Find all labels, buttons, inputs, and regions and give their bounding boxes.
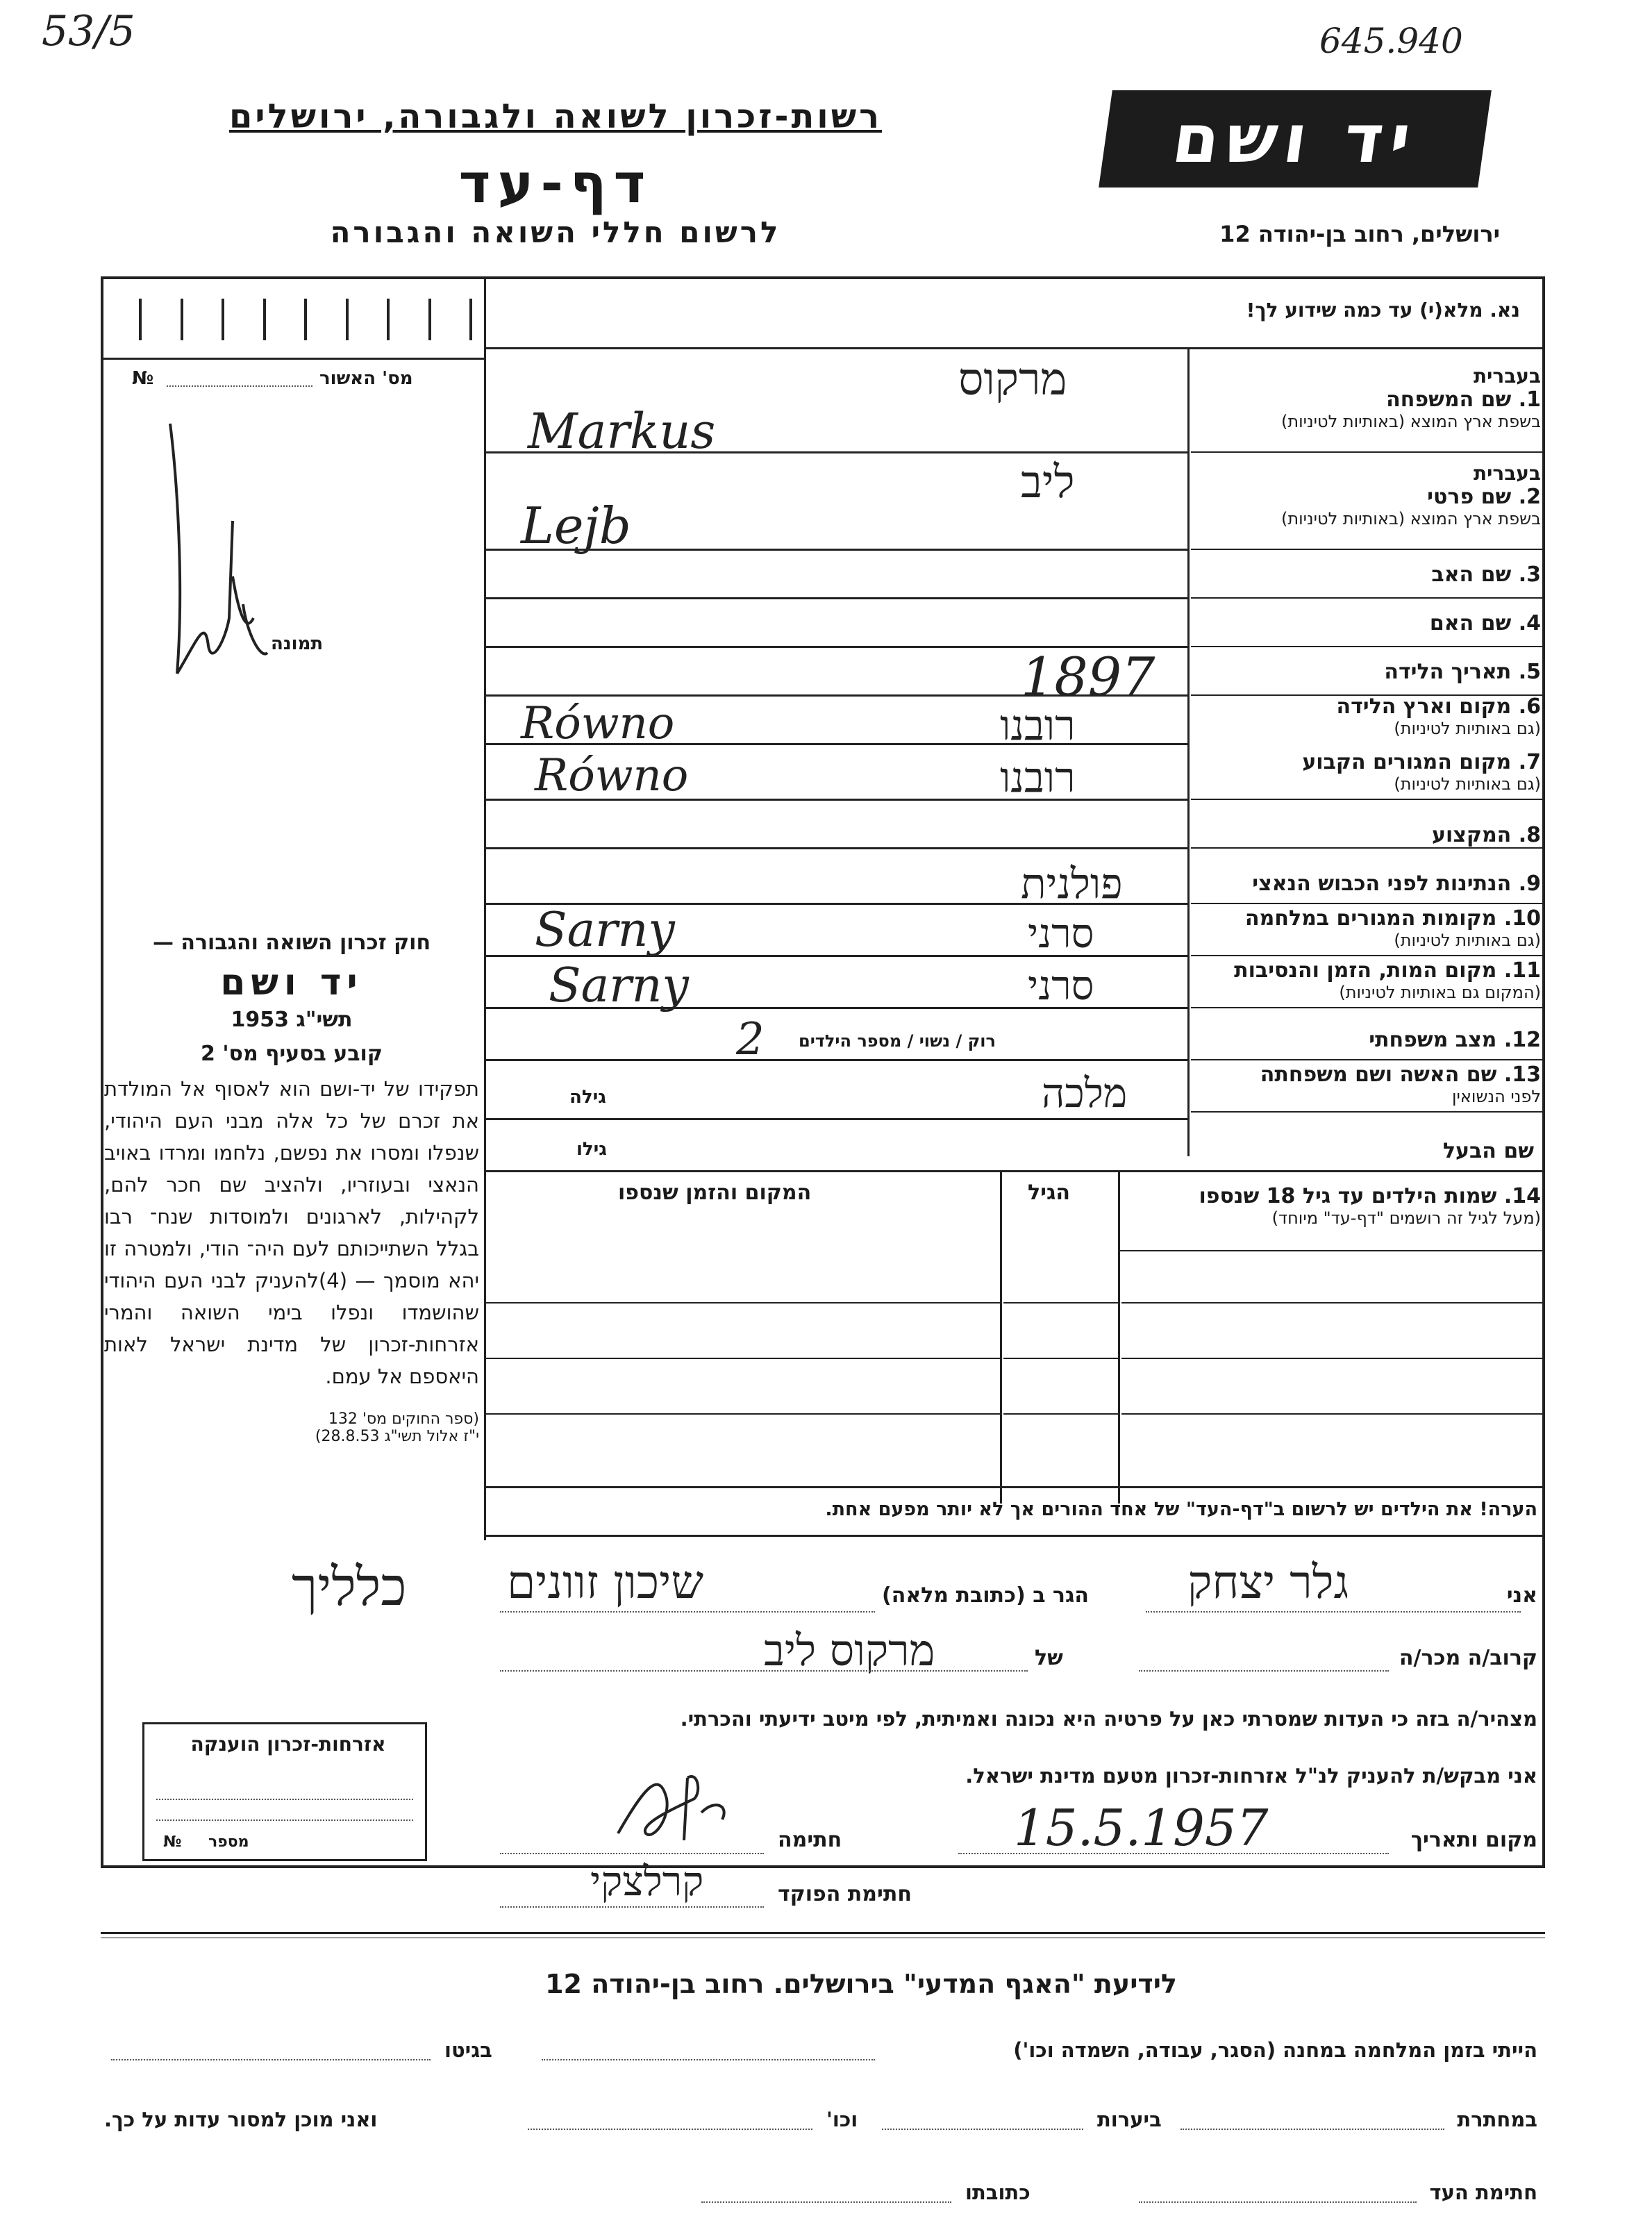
column-divider: [484, 276, 486, 1540]
field-6-label: מקום וארץ הלידה: [1336, 694, 1512, 719]
field-1-value-he: מרקוס: [958, 354, 1067, 406]
decl-text: מצהיר/ה בזה כי העדות שמסרתי כאן על פרטיה היא נכונה ואמיתית, לפי מיטב ידיעתי והכרתי.: [680, 1707, 1537, 1731]
field-8-num: 8.: [1518, 823, 1541, 847]
field-5-num: 5.: [1518, 660, 1541, 684]
field-6: [1337, 694, 1541, 738]
field-12-num: 12.: [1503, 1028, 1541, 1052]
children-num: 14.: [1503, 1184, 1541, 1208]
field-3-num: 3.: [1518, 563, 1541, 587]
bottom-line2-a: במחתרת: [1457, 2108, 1537, 2131]
law-year: תשי"ג 1953: [231, 1008, 353, 1032]
logo-text: יד ושם: [1167, 100, 1423, 178]
field-8: [1432, 823, 1541, 847]
field-7-sub: (גם באותיות לטיניות): [1394, 774, 1541, 794]
field-12: [1369, 1028, 1541, 1052]
field-6-sub: (גם באותיות לטיניות): [1394, 719, 1541, 738]
field-7-value-he: רובנו: [1000, 753, 1076, 802]
tick-strip: [139, 299, 472, 340]
field-2-value-he: ליב: [1021, 457, 1075, 508]
field-6-num: 6.: [1518, 694, 1541, 719]
law-title: חוק זכרון השואה והגבורה —: [152, 931, 431, 955]
field-2-tag: בעברית: [1473, 462, 1541, 485]
citizenship-title: אזרחות-זכרון הוענקה: [190, 1733, 386, 1756]
decl-request: אני מבקש/ת להעניק לנ"ל אזרחות-זכרון מטעם מדינת ישראל.: [965, 1764, 1537, 1788]
field-7-label: מקום המגורים הקבוע: [1302, 750, 1512, 774]
bottom-line1-b: בגיטו: [444, 2038, 492, 2062]
decl-signature-label: חתימה: [778, 1828, 842, 1852]
law-panel: [104, 931, 479, 1445]
field-5-value: 1897: [1021, 646, 1155, 708]
address: ירושלים, רחוב בן-יהודה 12: [1219, 221, 1500, 247]
children-label: שמות הילדים עד גיל 18 שנספו: [1199, 1184, 1497, 1208]
bottom-line2-c: וכו': [826, 2108, 858, 2131]
decl-address-label: הגר ב (כתובת מלאה): [882, 1583, 1090, 1608]
field-2-label: שם פרטי: [1427, 485, 1512, 509]
field-13-value: מלכה: [1042, 1069, 1128, 1117]
husband-age-label: גילו: [576, 1139, 607, 1160]
field-2-sub: בשפת ארץ המוצא (באותיות לטיניות): [1281, 509, 1541, 528]
permit-line: [167, 385, 312, 387]
photo-label: תמונה: [271, 633, 324, 654]
field-2-num: 2.: [1518, 485, 1541, 509]
field-6-value-latin: Równo: [521, 698, 675, 749]
field-13-num: 13.: [1503, 1063, 1541, 1087]
decl-i-label: אני: [1506, 1583, 1537, 1608]
children-col-place: המקום והזמן שנספו: [618, 1181, 812, 1205]
field-11: [1234, 958, 1541, 1002]
children-sub: (מעל לגיל זה רושמים "דף-עד" מיוחד): [1271, 1208, 1541, 1228]
field-9: [1252, 872, 1541, 896]
corner-number-right: 645.940: [1319, 21, 1463, 61]
children-col-age: הגיל: [1028, 1181, 1070, 1205]
field-12-options: רוק / נשוי / מספר הילדים: [799, 1031, 996, 1051]
instruction: נא. מלא(י) עד כמה שידוע לך!: [1246, 299, 1520, 322]
form-title: דף-עד: [458, 153, 653, 215]
field-1-sub: בשפת ארץ המוצא (באותיות לטיניות): [1281, 412, 1541, 431]
photo-signature: [156, 410, 274, 729]
decl-officer-value: קרלצקי: [590, 1858, 704, 1905]
field-1-label: שם המשפחה: [1386, 388, 1512, 412]
field-11-value-latin: Sarny: [549, 958, 689, 1013]
field-11-num: 11.: [1503, 958, 1541, 983]
form-subtitle: לרשום חללי השואה והגבורה: [330, 215, 781, 249]
field-9-value: פולנית: [1021, 860, 1123, 908]
husband-label: שם הבעל: [1442, 1139, 1534, 1163]
field-1-num: 1.: [1518, 388, 1541, 412]
field-4-label: שם האם: [1429, 611, 1512, 635]
field-10-label: מקומות המגורים במלחמה: [1245, 906, 1497, 931]
field-9-num: 9.: [1518, 872, 1541, 896]
field-7: [1302, 750, 1541, 794]
citizenship-number-label: מספר: [208, 1833, 249, 1851]
children-header: [1199, 1184, 1541, 1228]
field-2-value-latin: Lejb: [521, 497, 631, 555]
children-note: הערה! את הילדים יש לרשום ב"דף-העד" של אחד ההורים אך לא יותר מפעם אחת.: [825, 1499, 1537, 1520]
bottom-title: לידיעת "האגף המדעי" בירושלים. רחוב בן-יהודה 12: [545, 1969, 1177, 1999]
field-4-num: 4.: [1518, 611, 1541, 635]
decl-officer-label: חתימת הפוקד: [778, 1882, 912, 1906]
law-ref-2: י"ז אלול תשי"ג 28.8.53): [315, 1428, 479, 1445]
bottom-line1-a: הייתי בזמן המלחמה במחנה (הסגר, עבודה, השמדה וכו'): [1013, 2038, 1537, 2062]
field-5: [1384, 660, 1541, 684]
authority-title: רשות-זכרון לשואה ולגבורה, ירושלים: [228, 97, 883, 136]
declarant-signature: [604, 1757, 743, 1854]
field-1-value-latin: Markus: [528, 403, 716, 460]
field-1: [1221, 365, 1541, 431]
field-9-label: הנתינות לפני הכבוש הנאצי: [1252, 872, 1512, 896]
field-10-value-latin: Sarny: [535, 903, 675, 958]
law-ref-1: (ספר החוקים מס' 132: [328, 1410, 479, 1428]
field-3: [1431, 563, 1541, 587]
field-10-value-he: סרני: [1028, 910, 1094, 957]
citizenship-no-sign: №: [163, 1833, 182, 1851]
law-body: תפקידו של יד-ושם הוא לאסוף אל המולדת את זכרם של כל אלה מבני העם היהודי, שנפלו ומסרו את נפשם, נלחמו ומרדו באויב הנאצי ובעוזריו, ולהציב שם חכר להם, לקהילות, לארגונים ולמוסדות שנח־ רבו בגלל השתייכותם לעם היה־ הודי, ולמטרה זו יהא מוסמך — (4)להעניק לבני העם היהודי שהושמדו ונפלו בימי השואה והמרי אזרחות-זכרון של מדינת ישראל לאות היאספם אל עמם.: [104, 1077, 479, 1388]
bottom-line3-b: כתובתו: [965, 2181, 1031, 2204]
field-13-sub: לפני הנשואין: [1451, 1087, 1541, 1106]
field-11-label: מקום המות, הזמן והנסיבות: [1234, 958, 1497, 983]
field-10: [1245, 906, 1541, 950]
bottom-line2-b: ביערות: [1097, 2108, 1162, 2131]
law-clause: קובע בסעיף מס' 2: [201, 1042, 383, 1066]
field-13-maiden-label: גילה: [569, 1087, 606, 1108]
field-11-sub: (המקום גם באותיות לטיניות): [1339, 983, 1541, 1002]
field-6-value-he: רובנו: [1000, 701, 1076, 750]
permit-no: №: [132, 368, 154, 389]
margin-note: כלליך: [292, 1556, 407, 1617]
label-divider: [1187, 347, 1190, 1156]
field-13-label: שם האשה ושם משפחתה: [1260, 1063, 1497, 1087]
decl-place-date-label: מקום ותאריך: [1410, 1828, 1537, 1852]
decl-name-value: גלר יצחק: [1187, 1556, 1349, 1609]
field-7-num: 7.: [1518, 750, 1541, 774]
field-3-label: שם האב: [1431, 563, 1512, 587]
field-8-label: המקצוע: [1431, 823, 1512, 847]
decl-of-value: מרקוס ליב: [764, 1625, 935, 1676]
field-7-value-latin: Równo: [535, 750, 689, 801]
decl-address-value: שיכון זוונים: [507, 1556, 704, 1609]
field-1-tag: בעברית: [1473, 365, 1541, 388]
corner-note-left: 53/5: [42, 7, 135, 56]
bottom-line3-a: חתימת העד: [1429, 2181, 1537, 2204]
field-10-num: 10.: [1503, 906, 1541, 931]
decl-of-label: של: [1035, 1646, 1063, 1670]
decl-relative-label: קרוב/ה מכר/ה: [1399, 1646, 1537, 1670]
field-4: [1430, 611, 1541, 635]
field-11-value-he: סרני: [1028, 962, 1094, 1009]
bottom-line2-d: ואני מוכן למסור עדות על כך.: [104, 2108, 378, 2131]
field-12-value: 2: [736, 1014, 765, 1065]
field-5-label: תאריך הלידה: [1384, 660, 1512, 684]
permit-label: מס' האשור: [319, 368, 413, 389]
field-2: [1221, 462, 1541, 528]
field-13: [1260, 1063, 1541, 1106]
field-12-label: מצב משפחתי: [1369, 1028, 1497, 1052]
law-yad-vashem: יד ושם: [220, 962, 363, 1003]
decl-place-date-value: 15.5.1957: [1014, 1799, 1269, 1857]
yad-vashem-logo: [1099, 90, 1492, 188]
field-10-sub: (גם באותיות לטיניות): [1394, 931, 1541, 950]
